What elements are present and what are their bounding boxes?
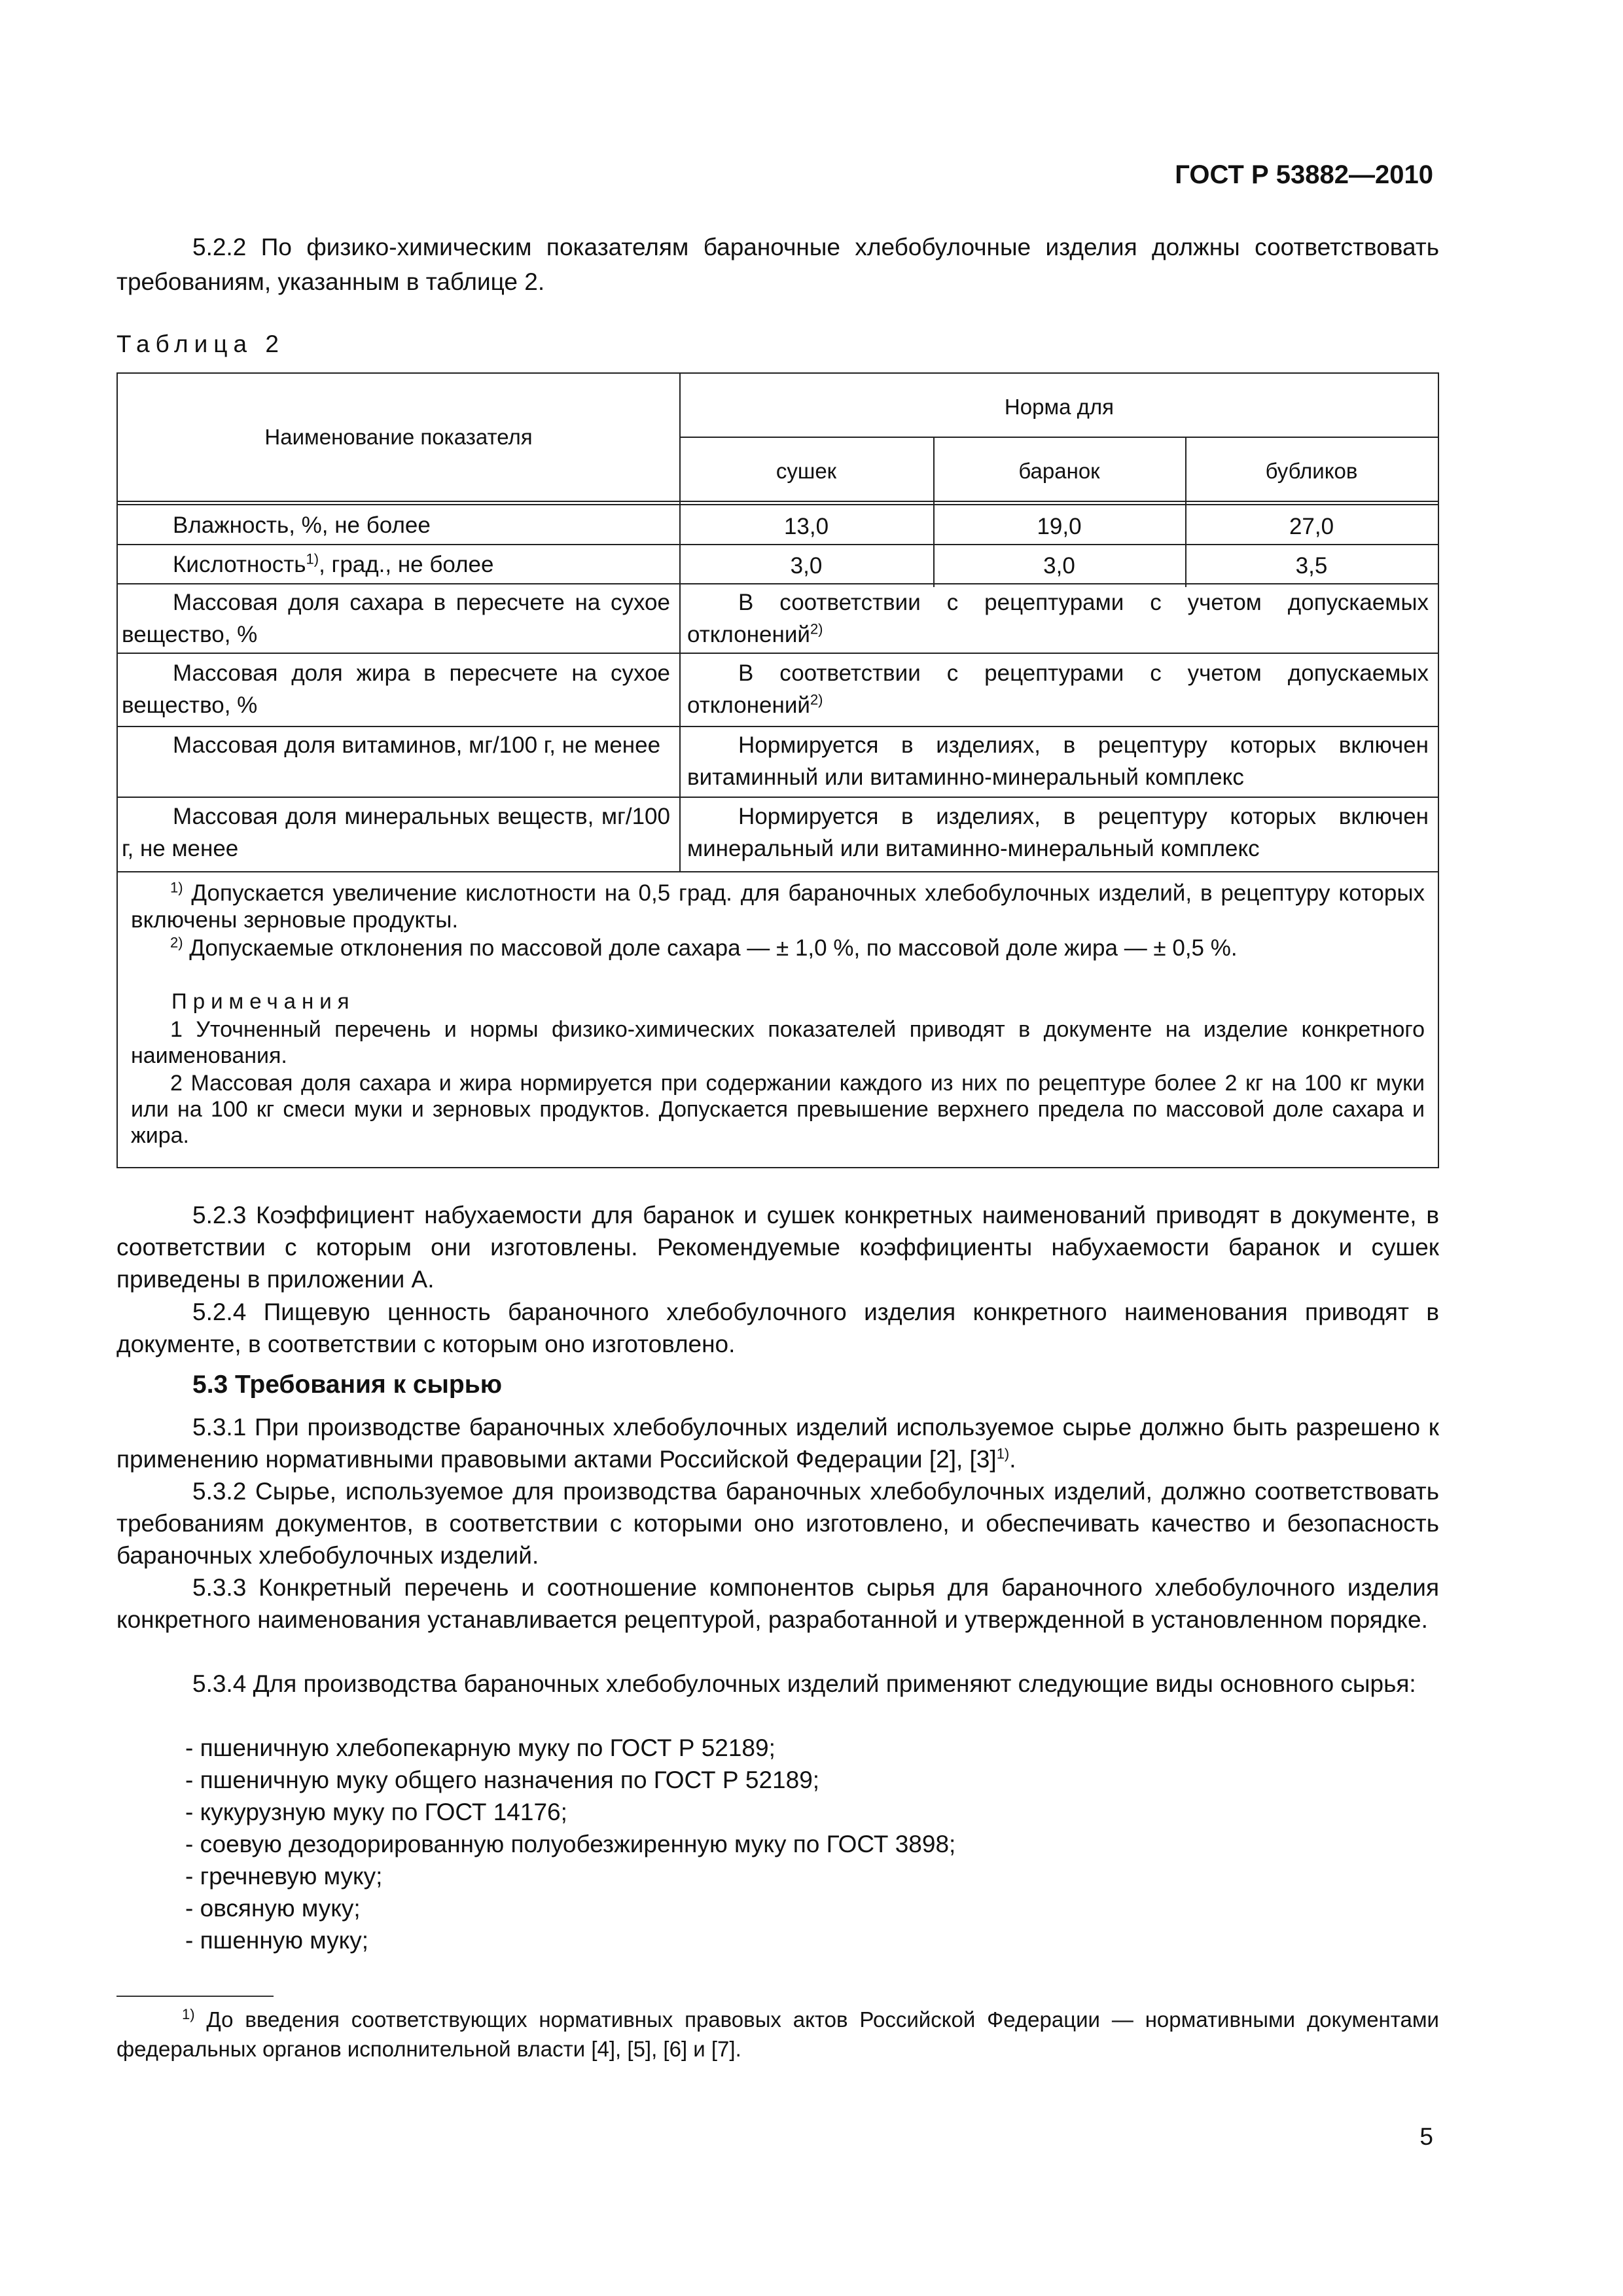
row-name-sugar: Массовая доля сахара в пересчете на сухое вещество, % bbox=[122, 590, 670, 647]
merged-value-minerals: Нормируется в изделиях, в рецептуру которых включен минеральный или витаминно-минеральный комплекс bbox=[687, 804, 1429, 861]
value-cell: 3,0 bbox=[790, 553, 823, 579]
row-name-minerals: Массовая доля минеральных веществ, мг/100 г, не менее bbox=[122, 804, 670, 861]
paragraph-5-3-1: 5.3.1 При производстве бараночных хлебобулочных изделий используемое сырье должно быть разрешено к применению нормативными правовыми актами Российской Федерации [2], $[3]^{1)}$. bbox=[116, 1414, 1439, 1473]
value-cell: 3,5 bbox=[1295, 553, 1328, 579]
table-rule bbox=[679, 437, 1439, 438]
paragraph-5-2-3: 5.2.3 Коэффициент набухаемости для баранок и сушек конкретных наименований приводят в документе, в соответствии с которым они изготовлены. Рекомендуемые коэффициенты набухаемости баранок и сушек приведены в приложении А. bbox=[116, 1202, 1439, 1293]
table-caption: Таблица 2 bbox=[116, 331, 285, 357]
page-number: 5 bbox=[1419, 2123, 1433, 2150]
table-rule bbox=[118, 653, 1438, 654]
value-cell: 3,0 bbox=[1043, 553, 1075, 579]
table-rule bbox=[118, 797, 1438, 798]
footnote-separator bbox=[116, 1996, 274, 1997]
merged-value-fat: В соответствии с рецептурами с учетом допускаемых отклонений$^{2)}$ bbox=[687, 660, 1429, 718]
merged-value-vitamins: Нормируется в изделиях, в рецептуру которых включен витаминный или витаминно-минеральный комплекс bbox=[687, 732, 1429, 790]
table-rule bbox=[118, 504, 1438, 505]
paragraph-5-2-4: 5.2.4 Пищевую ценность бараночного хлебобулочного изделия конкретного наименования приводят в документе, в соответствии с которым оно изготовлено. bbox=[116, 1299, 1439, 1357]
paragraph-5-3-2: 5.3.2 Сырье, используемое для производства бараночных хлебобулочных изделий, должно соответствовать требованиям документов, в соответствии с которыми оно изготовлено, и обеспечивать качество и безопасность бараночных хлебобулочных изделий. bbox=[116, 1478, 1439, 1569]
list-item: - кукурузную муку по ГОСТ 14176; bbox=[185, 1799, 567, 1825]
row-name-moisture: Влажность, %, не более bbox=[173, 512, 431, 538]
list-item: - соевую дезодорированную полуобезжиренную муку по ГОСТ 3898; bbox=[185, 1831, 956, 1857]
value-cell: 19,0 bbox=[1037, 514, 1082, 539]
list-item: - овсяную муку; bbox=[185, 1895, 361, 1922]
paragraph-5-3-3: 5.3.3 Конкретный перечень и соотношение компонентов сырья для бараночного хлебобулочного изделия конкретного наименования устанавливается рецептурой, разработанной и утвержденной в установленном порядке. bbox=[116, 1574, 1439, 1633]
list-item: - гречневую муку; bbox=[185, 1863, 383, 1890]
value-cell: 27,0 bbox=[1289, 514, 1334, 539]
table-rule bbox=[118, 871, 1438, 872]
row-name-vitamins: Массовая доля витаминов, мг/100 г, не менее bbox=[173, 732, 661, 758]
paragraph-5-3-4: 5.3.4 Для производства бараночных хлебобулочных изделий применяют следующие виды основного сырья: bbox=[192, 1670, 1416, 1697]
row-name-acidity: Кислотность$^{1)}$, град., не более bbox=[173, 550, 494, 577]
header-col-sushki: сушек bbox=[776, 459, 837, 483]
row-name-fat: Массовая доля жира в пересчете на сухое вещество, % bbox=[122, 660, 670, 718]
table-footnote-1: $^{1)}$ Допускается увеличение кислотности на 0,5 град. для бараночных хлебобулочных изделий, в рецептуру которых включены зерновые продукты. bbox=[131, 879, 1425, 933]
list-item: - пшеничную хлебопекарную муку по ГОСТ Р 52189; bbox=[185, 1734, 776, 1761]
section-heading-5-3: 5.3 Требования к сырью bbox=[192, 1371, 503, 1399]
notes-heading: Примечания bbox=[171, 989, 355, 1013]
list-item: - пшенную муку; bbox=[185, 1927, 369, 1954]
table-note-1: 1 Уточненный перечень и нормы физико-химических показателей приводят в документе на изделие конкретного наименования. bbox=[131, 1017, 1425, 1068]
header-col-bubliki: бубликов bbox=[1265, 459, 1358, 483]
header-col-baranki: баранок bbox=[1018, 459, 1100, 483]
list-item: - пшеничную муку общего назначения по ГОСТ Р 52189; bbox=[185, 1767, 820, 1793]
table-rule bbox=[118, 726, 1438, 727]
table-rule bbox=[118, 501, 1438, 502]
page-footnote: $^{1)}$ До введения соответствующих нормативных правовых актов Российской Федерации — нормативными документами федеральных органов исполнительной власти [4], [5], [6] и [7]. bbox=[116, 2006, 1439, 2061]
document-standard-number: ГОСТ Р 53882—2010 bbox=[1175, 160, 1433, 189]
value-cell: 13,0 bbox=[783, 514, 829, 539]
table-rule bbox=[118, 544, 1438, 545]
table-footnote-2: $^{2)}$ Допускаемые отклонения по массовой доле сахара — ± 1,0 %, по массовой доле жира — ± 0,5 %. bbox=[170, 934, 1238, 961]
table-note-2: 2 Массовая доля сахара и жира нормируется при содержании каждого из них по рецептуре более 2 кг на 100 кг муки или на 100 кг смеси муки и зерновых продуктов. Допускается превышение верхнего предела по массовой доле сахара и жира. bbox=[131, 1071, 1425, 1148]
raw-materials-list bbox=[116, 1732, 1439, 1956]
merged-value-sugar: В соответствии с рецептурами с учетом допускаемых отклонений$^{2)}$ bbox=[687, 590, 1429, 647]
paragraph-5-2-2: 5.2.2 По физико-химическим показателям бараночные хлебобулочные изделия должны соответствовать требованиям, указанным в таблице 2. bbox=[116, 234, 1439, 295]
table-rule bbox=[679, 374, 681, 871]
table-rule bbox=[118, 583, 1438, 584]
header-norm-for: Норма для bbox=[1004, 395, 1115, 419]
header-indicator-name: Наименование показателя bbox=[264, 425, 533, 449]
